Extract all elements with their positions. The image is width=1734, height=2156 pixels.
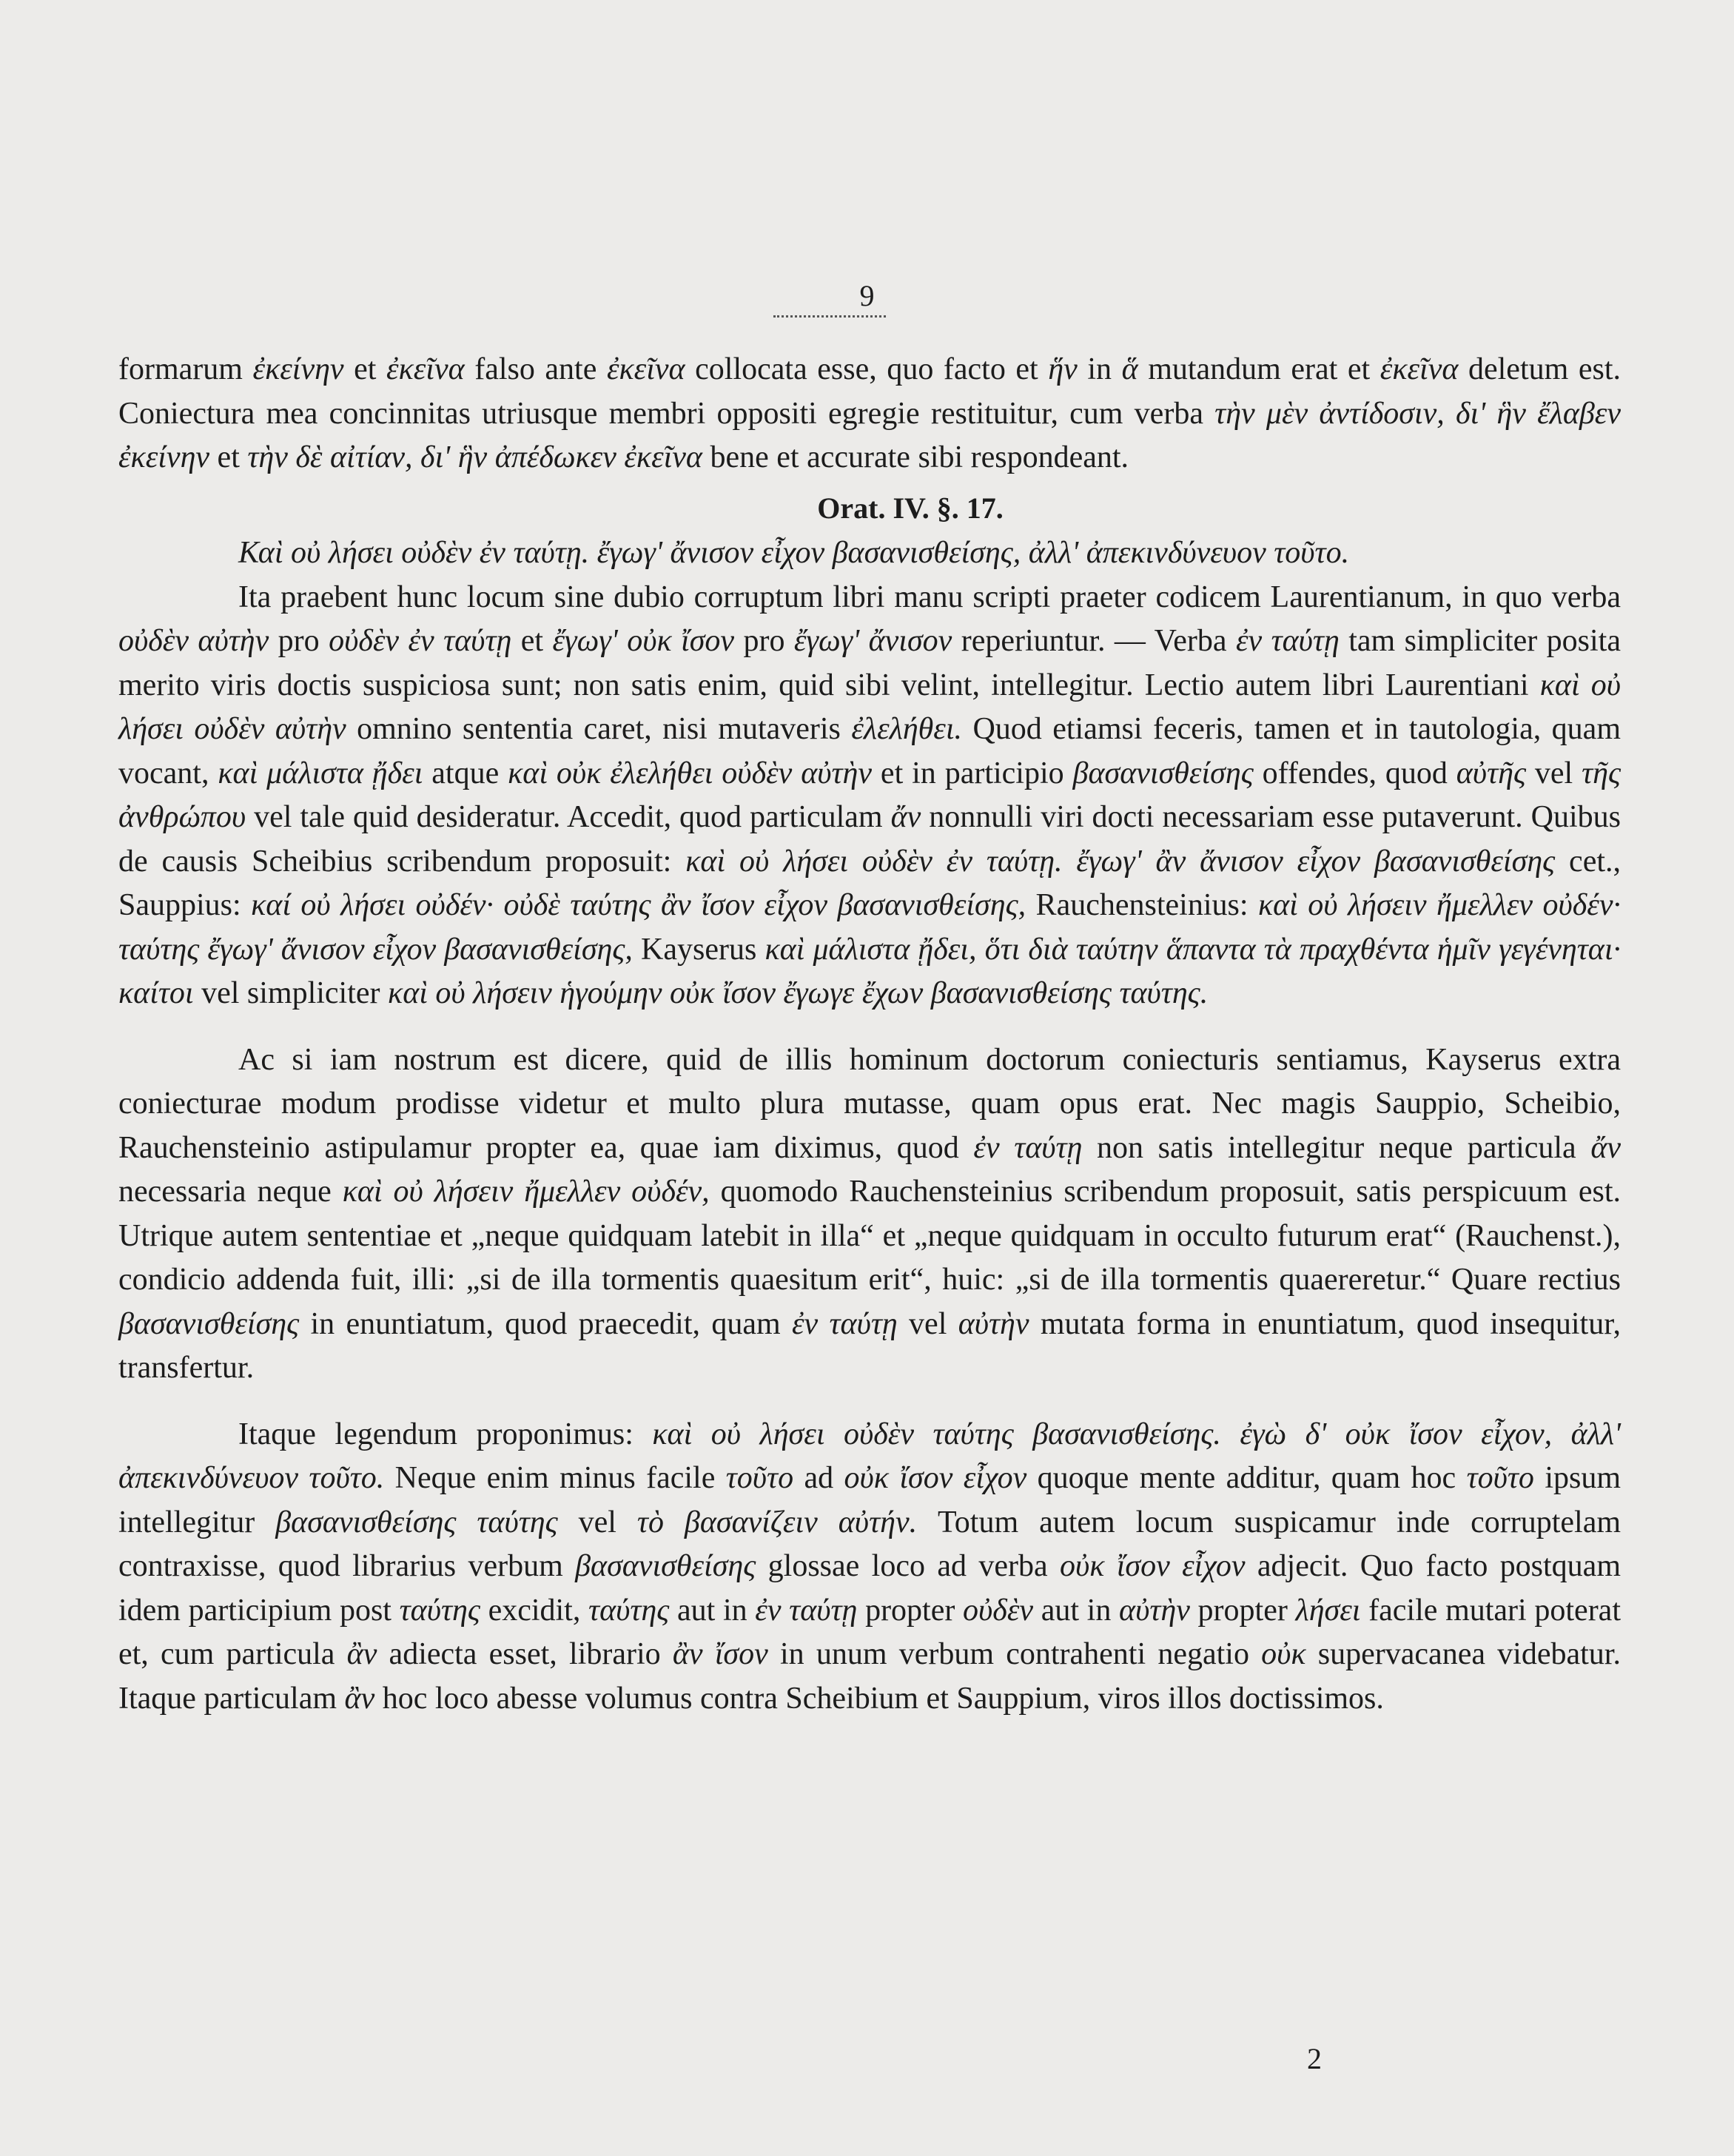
greek-text: τὸ βασανίζειν αὐτήν.	[636, 1505, 918, 1539]
greek-text: καὶ οὐ λήσειν ἡγούμην οὐκ ἴσον ἔγωγε ἔχων βασανισθείσης ταύτης.	[388, 976, 1209, 1010]
greek-text: τῆς ἀνθρώπου	[118, 756, 1622, 834]
latin-text: vel tale quid desideratur. Accedit, quod particulam	[246, 800, 891, 834]
paragraph	[118, 1413, 1621, 1722]
latin-text: et	[343, 352, 387, 386]
latin-text: nonnulli viri docti necessariam esse putaverunt. Quibus de causis Scheibius scribendum proposuit:	[118, 800, 1621, 879]
latin-text: pro	[734, 624, 794, 658]
latin-text: Itaque legendum proponimus:	[238, 1417, 653, 1451]
greek-text: τοῦτο	[725, 1461, 794, 1495]
greek-text: αὐτὴν	[1119, 1593, 1190, 1628]
paragraph	[118, 1038, 1621, 1391]
greek-text: ἐν ταύτῃ	[973, 1130, 1083, 1165]
page-number-ornament	[773, 315, 886, 320]
latin-text: Rauchensteinius:	[1026, 888, 1258, 922]
greek-text: τὴν μὲν ἀντίδοσιν, δι' ἣν ἔλαβεν ἐκείνην	[118, 396, 1621, 474]
latin-text: in	[1077, 352, 1122, 386]
latin-text: et	[209, 440, 248, 474]
greek-text: ἐκείνην	[252, 352, 344, 386]
latin-text: aut in	[669, 1593, 756, 1628]
greek-text: ἥν	[1048, 352, 1078, 386]
greek-text: οὐδὲν	[963, 1593, 1034, 1628]
latin-text: Ac si iam nostrum est dicere, quid de illis hominum doctorum coniecturis sentiamus, Kayserus extra coniecturae modum prodisse videtur et multo plura mutasse, quam opus erat. Nec magis Sauppio, Scheibio, Rauchensteinio astipulamur propter ea, quae iam diximus, quod	[118, 1042, 1621, 1165]
latin-text: excidit,	[480, 1593, 589, 1628]
greek-text: βασανισθείσης	[118, 1306, 300, 1341]
latin-text: ipsum intellegitur	[118, 1461, 1622, 1539]
latin-text: bene et accurate sibi respondeant.	[702, 440, 1129, 474]
latin-text: propter	[857, 1593, 964, 1628]
latin-text: vel	[897, 1306, 958, 1341]
greek-text: ἅ	[1121, 352, 1138, 386]
greek-text: καὶ οὐ λήσειν ἤμελλεν οὐδέν· ταύτης ἔγωγ' ἄνισον εἶχον βασανισθείσης,	[118, 888, 1621, 967]
greek-text: ταύτης	[399, 1593, 480, 1628]
latin-text: offendes, quod	[1253, 756, 1456, 790]
latin-text: formarum	[118, 352, 253, 386]
page-body	[118, 348, 1621, 1721]
greek-text: ἐκεῖνα	[1380, 352, 1459, 386]
latin-text: Quod etiamsi feceris, tamen et in tautologia, quam vocant,	[118, 712, 1621, 790]
latin-text: adjecit. Quo facto postquam idem participium post	[118, 1549, 1621, 1628]
greek-text: βασανισθείσης ταύτης	[275, 1505, 558, 1539]
paragraph	[118, 348, 1621, 480]
greek-text: ἄν	[890, 800, 921, 834]
greek-text: καὶ οὐ λήσει οὐδὲν ἐν ταύτῃ. ἔγωγ' ἂν ἄνισον εἶχον βασανισθείσης	[685, 844, 1556, 879]
greek-text: τὴν δὲ αἰτίαν, δι' ἣν ἀπέδωκεν ἐκεῖνα	[247, 440, 702, 474]
greek-text: Καὶ οὐ λήσει οὐδὲν ἐν ταύτῃ. ἔγωγ' ἄνισον εἶχον βασανισθείσης, ἀλλ' ἀπεκινδύνευον τοῦτο.	[238, 536, 1350, 570]
greek-text: οὐκ	[1261, 1637, 1306, 1671]
latin-text: Neque enim minus facile	[384, 1461, 726, 1495]
latin-text: ad	[793, 1461, 844, 1495]
latin-text: omnino sententia caret, nisi mutaveris	[346, 712, 852, 746]
latin-text: vel	[557, 1505, 637, 1539]
latin-text: atque	[423, 756, 508, 790]
greek-text: αὐτὴν	[958, 1306, 1029, 1341]
greek-text: καὶ οὐ λήσειν ἤμελλεν οὐδέν,	[342, 1175, 710, 1209]
greek-text: ἐν ταύτῃ	[1235, 624, 1340, 658]
latin-text: deletum est. Coniectura mea concinnitas utriusque membri oppositi egregie restituitur, cum verba	[118, 352, 1622, 431]
greek-text: οὐκ ἴσον εἶχον	[1059, 1549, 1246, 1583]
latin-text: propter	[1189, 1593, 1296, 1628]
latin-text: cet., Sauppius:	[118, 844, 1622, 922]
latin-text: et	[511, 624, 553, 658]
latin-text: tam simpliciter posita merito viris doctis suspiciosa sunt; non satis enim, quid sibi velint, intellegitur. Lectio autem libri Laurentiani	[118, 624, 1621, 702]
latin-text: vel simpliciter	[193, 976, 389, 1010]
greek-text: ἔγωγ' οὐκ ἴσον	[552, 624, 735, 658]
latin-text: aut in	[1033, 1593, 1120, 1628]
latin-text: mutata forma in enuntiatum, quod insequitur, transfertur.	[118, 1306, 1622, 1385]
latin-text: adiecta esset, librario	[377, 1637, 673, 1671]
greek-text: αὐτῆς	[1456, 756, 1526, 790]
latin-text: reperiuntur. — Verba	[952, 624, 1236, 658]
page-number: 9	[859, 279, 875, 312]
latin-text: Ita praebent hunc locum sine dubio corruptum libri manu scripti praeter codicem Laurentianum, in quo verba	[238, 580, 1621, 614]
greek-text: τοῦτο	[1466, 1461, 1534, 1495]
greek-text: ἔγωγ' ἄνισον	[793, 624, 952, 658]
greek-text: οὐδὲν ἐν ταύτῃ	[329, 624, 512, 658]
greek-text: καὶ μάλιστα ᾔδει	[218, 756, 423, 790]
greek-text: ἂν ἴσον	[672, 1637, 768, 1671]
latin-text: falso ante	[464, 352, 607, 386]
greek-text: ἐκεῖνα	[606, 352, 685, 386]
greek-text: ἄν	[1590, 1130, 1622, 1165]
greek-text: καὶ οὐ λήσει οὐδὲν ταύτης βασανισθείσης. ἐγὼ δ' οὐκ ἴσον εἶχον, ἀλλ' ἀπεκινδύνευον τοῦτο.	[118, 1417, 1621, 1495]
latin-text: necessaria neque	[118, 1175, 343, 1209]
greek-text: καὶ μάλιστα ᾔδει, ὅτι διὰ ταύτην ἅπαντα τὰ πραχθέντα ἡμῖν γεγένηται· καίτοι	[118, 932, 1621, 1010]
latin-text: vel	[1526, 756, 1582, 790]
paragraph	[118, 576, 1621, 1016]
greek-text: ἐν ταύτῃ	[791, 1306, 898, 1341]
greek-text: ταύτης	[588, 1593, 670, 1628]
latin-text: Totum autem locum suspicamur inde corruptelam contraxisse, quod librarius verbum	[118, 1505, 1622, 1583]
greek-text: καὶ οὐ λήσει οὐδὲν αὐτὴν	[118, 668, 1622, 746]
latin-text: supervacanea videbatur. Itaque particulam	[118, 1637, 1621, 1716]
latin-text: glossae loco ad verba	[756, 1549, 1060, 1583]
latin-text: mutandum erat et	[1137, 352, 1380, 386]
greek-text: ἐν ταύτῃ	[755, 1593, 858, 1628]
greek-text: ἂν	[346, 1637, 377, 1671]
latin-text: quomodo Rauchensteinius scribendum proposuit, satis perspicuum est. Utrique autem sententiae et „neque quidquam latebit in illa“ et „neque quidquam in occulto futurum erat“ (Rauchenst.), condicio addenda fuit, illi: „si de illa tormentis quaesitum erit“, huic: „si de illa tormentis quaereretur.“ Quare rectius	[118, 1175, 1621, 1297]
greek-text: λήσει	[1295, 1593, 1361, 1628]
section-heading: Orat. IV. §. 17.	[817, 491, 1004, 525]
latin-text: Kayserus	[632, 932, 765, 967]
latin-text: non satis intellegitur neque particula	[1082, 1130, 1591, 1165]
quoted-passage	[118, 531, 1621, 576]
greek-text: ἂν	[344, 1681, 375, 1716]
greek-text: καὶ οὐκ ἐλελήθει οὐδὲν αὐτὴν	[508, 756, 873, 790]
latin-text: collocata esse, quo facto et	[685, 352, 1049, 386]
latin-text: quoque mente additur, quam hoc	[1026, 1461, 1467, 1495]
latin-text: pro	[269, 624, 329, 658]
greek-text: βασανισθείσης	[1072, 756, 1254, 790]
greek-text: βασανισθείσης	[575, 1549, 756, 1583]
greek-text: ἐλελήθει.	[851, 712, 963, 746]
latin-text: et in participio	[872, 756, 1073, 790]
latin-text: hoc loco abesse volumus contra Scheibium et Sauppium, viros illos doctissimos.	[374, 1681, 1384, 1716]
greek-text: καί οὐ λήσει οὐδέν· οὐδὲ ταύτης ἂν ἴσον εἶχον βασανισθείσης,	[251, 888, 1026, 922]
latin-text: in enuntiatum, quod praecedit, quam	[299, 1306, 792, 1341]
latin-text: in unum verbum contrahenti negatio	[767, 1637, 1262, 1671]
greek-text: οὐδὲν αὐτὴν	[118, 624, 269, 658]
greek-text: οὐκ ἴσον εἶχον	[844, 1461, 1027, 1495]
signature-mark: 2	[1307, 2042, 1322, 2075]
greek-text: ἐκεῖνα	[386, 352, 465, 386]
latin-text: facile mutari poterat et, cum particula	[118, 1593, 1621, 1671]
